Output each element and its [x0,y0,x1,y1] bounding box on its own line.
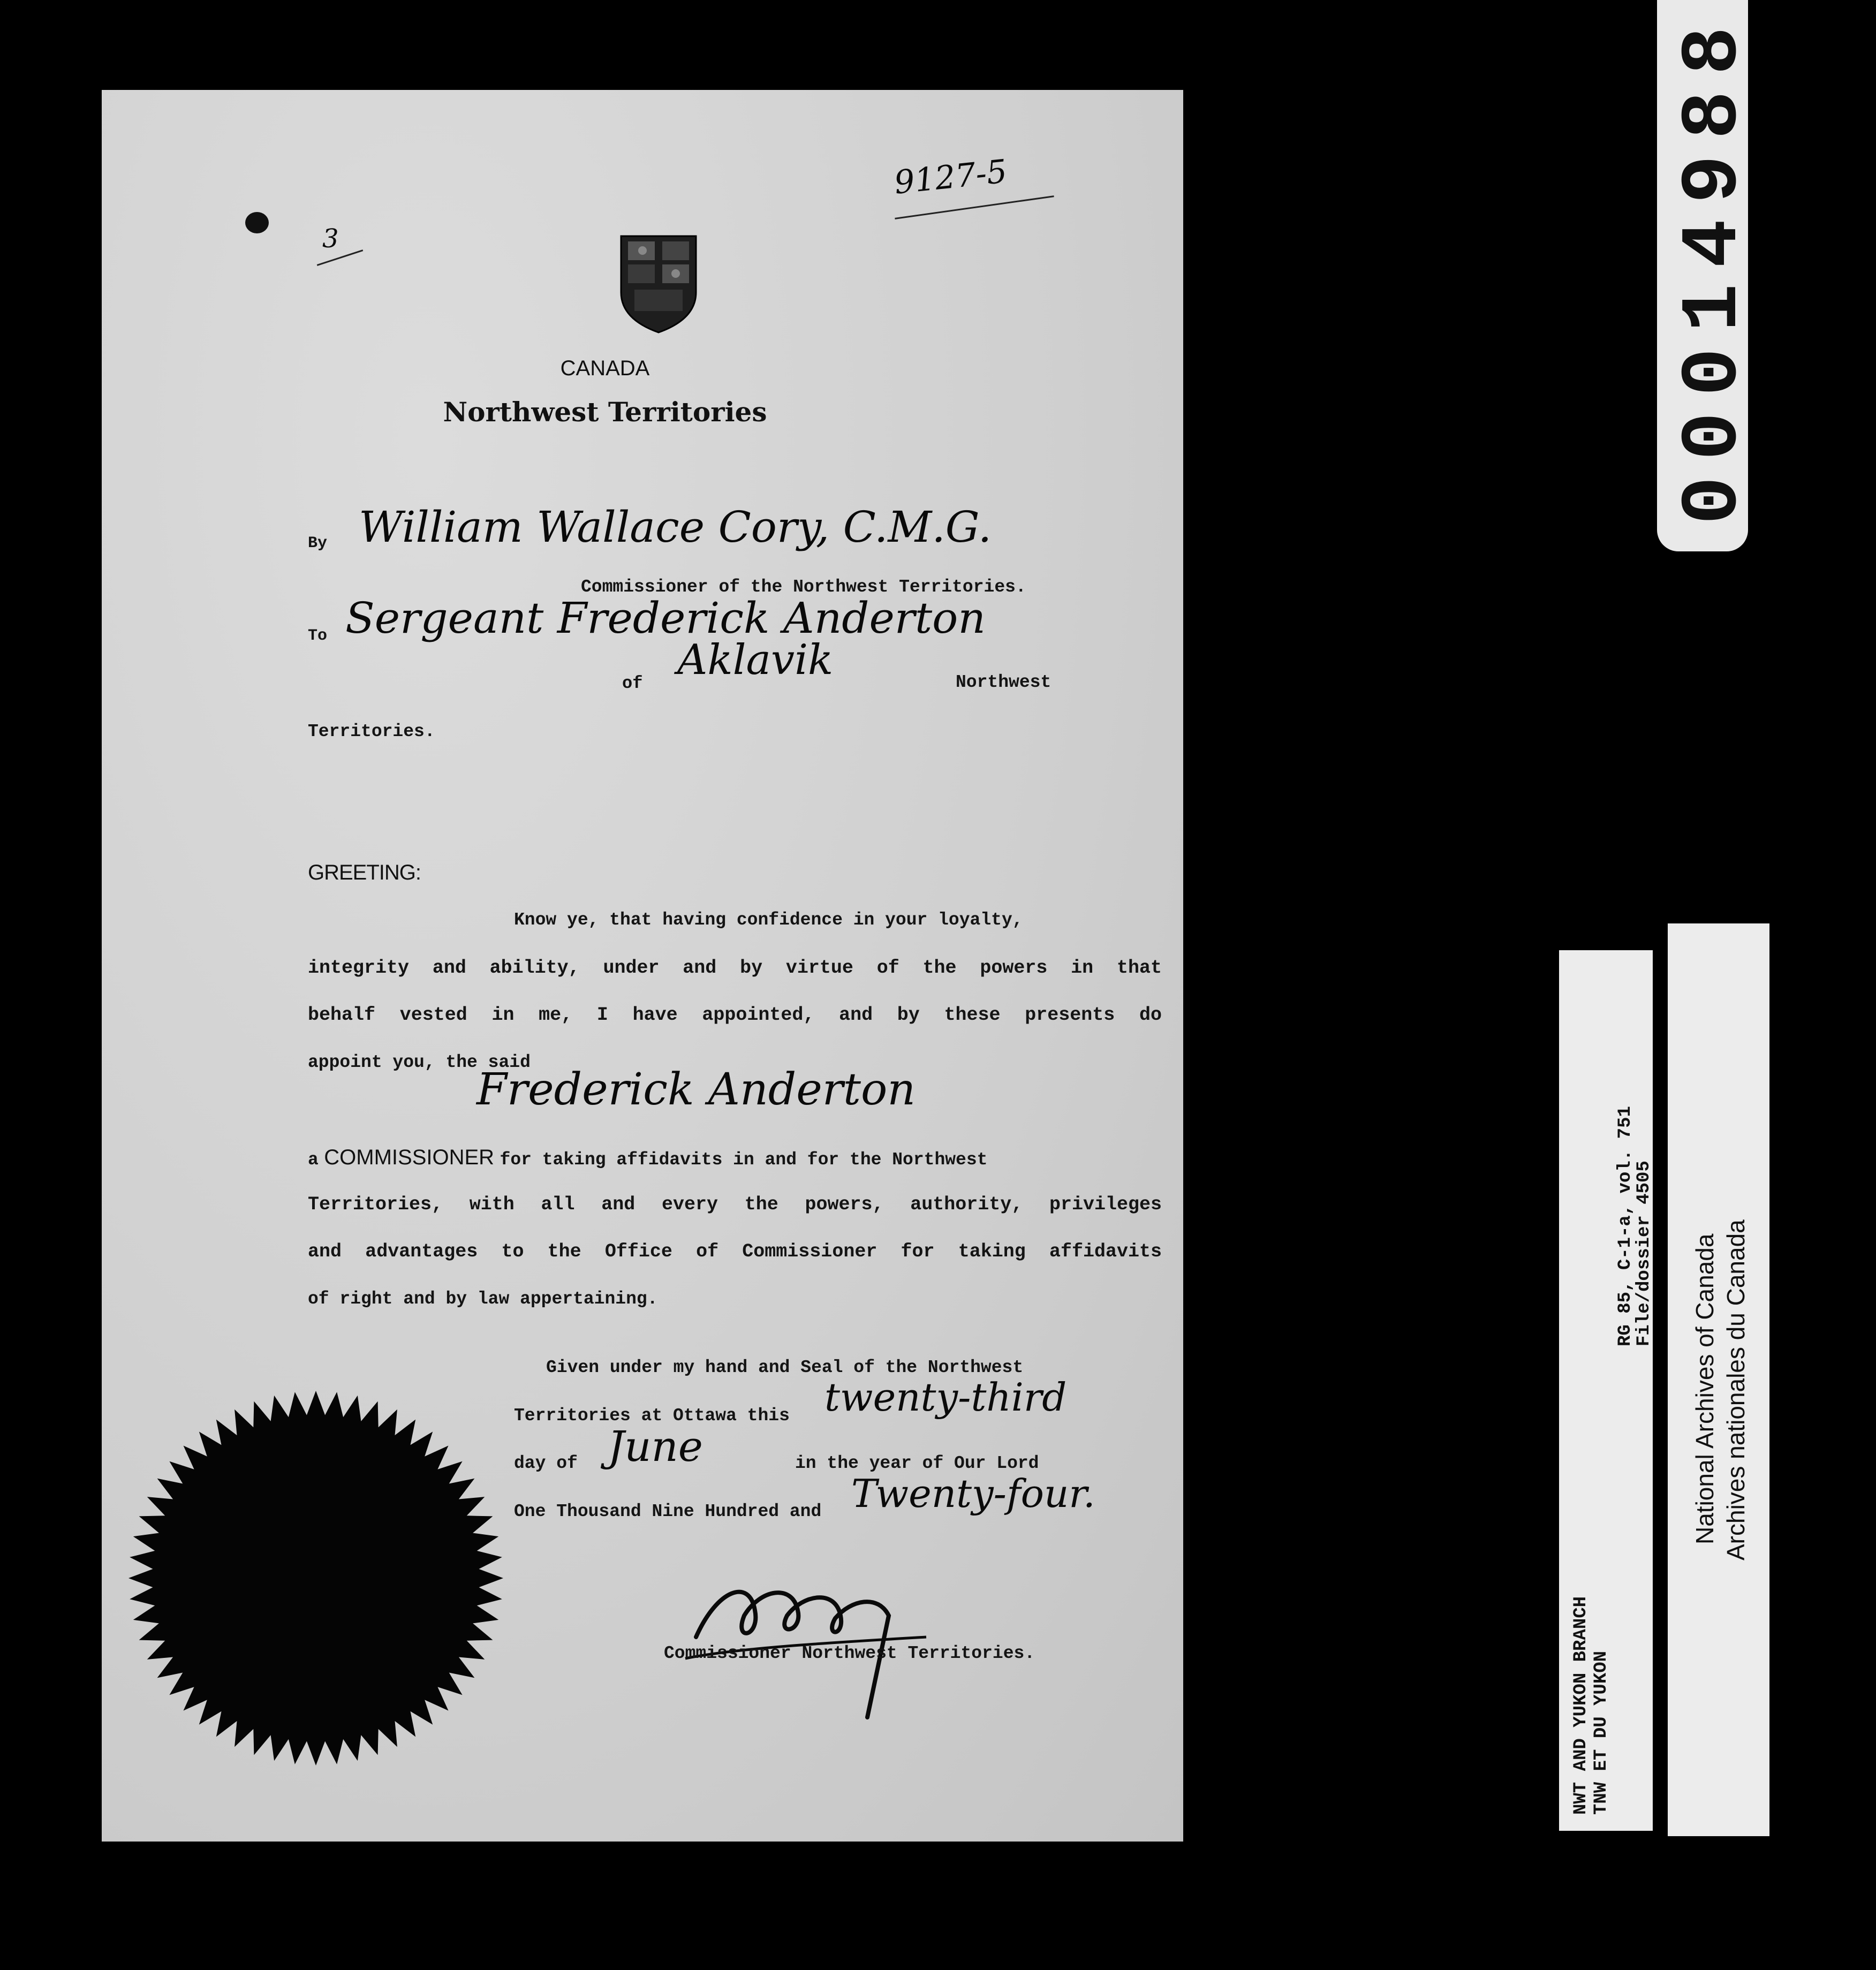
commission-prefix: a [308,1150,319,1170]
body-line-4: appoint you, the said [308,1052,531,1072]
appointee-name-2: Frederick Anderton [476,1064,916,1115]
year-hand: Twenty-four. [851,1471,1095,1516]
given-line-1: Given under my hand and Seal of the Northwest [546,1358,1024,1377]
archive-ref-1: RG 85, C-1-a, vol. 751 [1615,1106,1636,1346]
of-label: of [622,673,643,693]
commission-word: COMMISSIONER [324,1146,495,1169]
given-line-3b: in the year of Our Lord [795,1453,1039,1473]
frame-number-strip [1657,0,1760,551]
branch-line-1: NWT AND YUKON BRANCH [1571,1596,1591,1815]
commissioner-title: Commissioner of the Northwest Territories. [581,577,1026,597]
given-line-3a: day of [514,1453,578,1473]
country-heading: CANADA [560,357,650,380]
by-label: By [308,534,328,552]
document-page [102,90,1183,1842]
body-line-2: integrity and ability, under and by virtue of the powers in that [308,957,1162,979]
commissioner-name: William Wallace Cory, C.M.G. [359,502,992,552]
region-line-1: Northwest [956,672,1052,692]
commission-line [308,1146,987,1170]
body-line-3: behalf vested in me, I have appointed, and by these presents do [308,1004,1162,1026]
commission-rest: for taking affidavits in and for the Northwest [500,1150,988,1170]
branch-label [1559,950,1653,1831]
body-line-1: Know ye, that having confidence in your loyalty, [514,910,1023,930]
place-name: Aklavik [677,636,834,684]
coat-of-arms-icon [618,233,699,335]
seal-icon [123,1385,509,1771]
commission-line-4: of right and by law appertaining. [308,1289,658,1309]
frame-number: 00014988 [1669,10,1760,525]
month-hand: June [608,1423,703,1471]
signature-title: Commissioner Northwest Territories. [664,1643,1035,1663]
appointee-name: Sergeant Frederick Anderton [345,593,986,643]
given-line-4: One Thousand Nine Hundred and [514,1502,822,1521]
file-number: 9127-5 [892,153,1009,202]
greeting: GREETING: [308,861,421,884]
archive-ref-2: File/dossier 4505 [1634,1161,1654,1346]
region-line-2: Territories. [308,722,435,741]
archives-label [1668,923,1769,1836]
branch-line-2: TNW ET DU YUKON [1591,1650,1612,1815]
page-number: 3 [322,224,339,254]
day-hand: twenty-third [824,1375,1067,1420]
commission-line-3: and advantages to the Office of Commissioner for taking affidavits [308,1241,1162,1262]
given-line-2: Territories at Ottawa this [514,1406,790,1426]
archive-name-fr: Archives nationales du Canada [1722,1219,1750,1560]
commission-line-2: Territories, with all and every the powers, authority, privileges [308,1194,1162,1215]
signature-scribble [675,1557,953,1728]
ink-blot [245,212,269,233]
archive-name-en: National Archives of Canada [1691,1233,1719,1544]
territory-heading: Northwest Territories [443,396,767,428]
to-label: To [308,627,328,645]
